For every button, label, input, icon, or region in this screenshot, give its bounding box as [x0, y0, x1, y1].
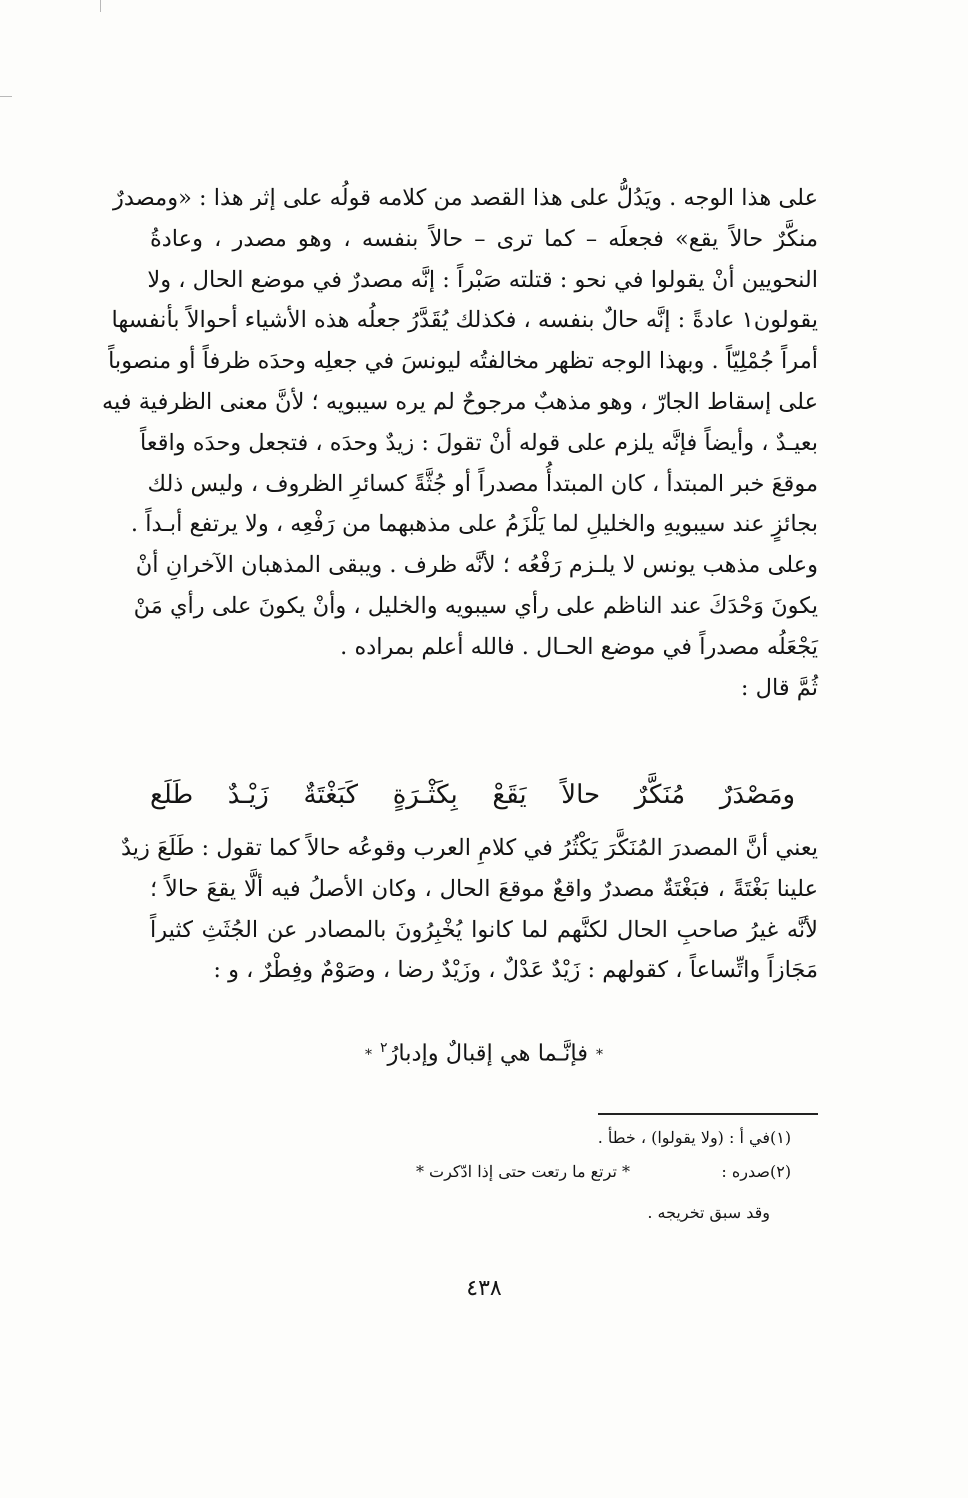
verse-word: كَبَغْتَةٌ [303, 780, 359, 810]
body-line: على هذا الوجه . ويَدُلُّ على هذا القصد من كلامه قولُه على إثر هذا : «ومصدرٌ [112, 185, 818, 211]
footnote-separator [598, 1113, 818, 1115]
commentary-line: علينا بَغْتَةً ، فبَغْتَةٌ مصدرٌ واقعٌ موقعَ الحال ، وكان الأصلُ فيه ألَّا يقعَ حالاً ؛ [150, 875, 818, 902]
scan-corner-mark-left [0, 96, 12, 97]
body-line: يقولون١ عادةً : إنَّه حالٌ بنفسه ، فكذلك يُقَدَّرُ جعلُه هذه الأشياء أحوالاً بأنفسها [111, 307, 818, 334]
star-ornament-icon: * [596, 1046, 604, 1063]
verse-word: بِكَثْـرَةٍ [392, 780, 458, 810]
footnote-continuation: وقد سبق تخريجه . [647, 1203, 770, 1222]
body-line: النحويين أنْ يقولوا في نحو : قتلته صَبْراً : إنَّه مصدرٌ في موضع الحال ، ولا [147, 266, 818, 293]
body-line: بجائزٍ عند سيبويهِ والخليلِ لما يَلْزَمُ على مذهبهما من رَفْعِه ، ولا يرتفع أبـداً . [130, 511, 818, 538]
page-number: ٤٣٨ [466, 1276, 502, 1301]
footnotes [150, 1128, 818, 1230]
footnote-reference: ٢ [379, 1040, 388, 1056]
commentary-line: يعني أنَّ المصدرَ المُنَكَّرَ يَكْثُرُ في كلامِ العرب وقوعُه حالاً كما تقول : طَلَعَ زيدٌ [120, 835, 818, 861]
commentary-paragraph [120, 828, 818, 991]
quoted-hemistich [0, 1030, 968, 1073]
scan-corner-mark-top [100, 0, 101, 12]
quote-text: فإنَّـما هي إقبالٌ وإدبارُ [387, 1040, 589, 1067]
star-ornament-icon: * [364, 1046, 372, 1063]
body-line-intro: ثُمَّ قال : [740, 674, 818, 701]
body-line: بعيـدٌ ، وأيضاً فإنَّه يلزم على قوله أنْ تقولَ : زيدٌ وحدَه ، فتجعل وحدَه واقعاً [140, 429, 818, 456]
verse-word: زَيْـدٌ [227, 780, 269, 810]
commentary-line: مَجَازاً واتِّساعاً ، كقولهم : زَيْدٌ عَدْلٌ ، وزَيْدٌ رضا ، وصَوْمٌ وفِطْرٌ ، و : [213, 957, 818, 984]
footnote-item [150, 1128, 818, 1162]
body-line: يَجْعَلُه مصدراً في موضع الحـال . فالله أعلم بمراده . [340, 633, 818, 660]
verse-word: طَلَع [150, 780, 194, 810]
footnote-item [150, 1162, 818, 1196]
body-line: أمراً جُمْلِيّاً . وبهذا الوجه تظهر مخالفتُه ليونسَ في جعلِه وحدَه ظرفاً أو منصوباً [108, 348, 818, 375]
footnote-number: (١) [770, 1128, 792, 1147]
footnote-number: (٢) [770, 1162, 792, 1181]
body-line: على إسقاط الجارّ ، وهو مذهبٌ مرجوحٌ لم يره سيبويه ؛ لأنَّ معنى الظرفية فيه [101, 388, 818, 415]
body-line: منكَّرٌ حالاً يقع» فجعلَه – كما ترى – حالاً بنفسه ، وهو مصدر ، وعادةُ [150, 225, 818, 252]
commentary-line: لأنَّه غيرُ صاحبِ الحال لكنَّهم لما كانوا يُخْبِرُونَ بالمصادر عن الجُثَثِ كثيراً [150, 916, 818, 943]
footnote-label: صدره : [721, 1162, 770, 1181]
poem-verse [150, 775, 795, 815]
body-paragraph [101, 178, 818, 708]
body-line: يكونَ وَحْدَكَ عند الناظم على رأي سيبويه والخليل ، وأنْ يكونَ على رأي مَنْ [133, 592, 818, 619]
body-line: وعلى مذهب يونس لا يلـزم رَفْعُه ؛ لأنَّه ظرف . ويبقى المذهبان الآخرانِ أنْ [135, 552, 818, 579]
verse-word: مُنَكَّرٌ [634, 780, 686, 810]
verse-word: ومَصْدَرٌ [719, 780, 796, 810]
body-line: موقعَ خبر المبتدأ ، كان المبتدأُ مصدراً أو جُثَّةً كسائرِ الظروف ، وليس ذلك [147, 470, 818, 497]
footnote-text: * ترتع ما رتعت حتى إذا ادّكرت * [415, 1162, 630, 1181]
verse-word: يَقَعْ [492, 780, 527, 810]
verse-word: حالاً [561, 780, 601, 810]
footnote-text: في أ : (ولا يقولوا) ، خطأ . [597, 1128, 770, 1147]
